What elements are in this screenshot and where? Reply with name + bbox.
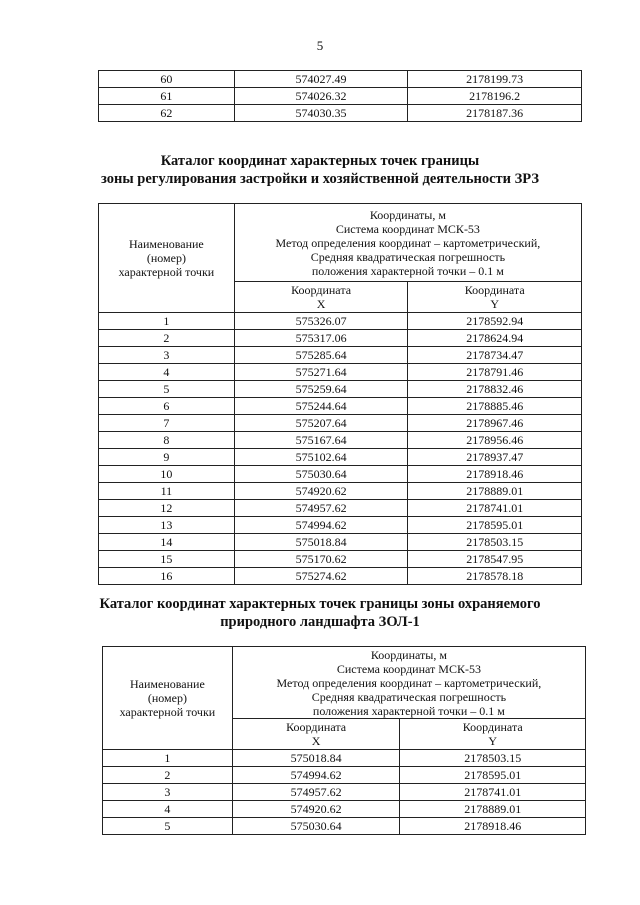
point-number-cell: 16 [99, 568, 235, 585]
coordinate-y-cell: 2178624.94 [408, 330, 582, 347]
coordinates-header-line3: Метод определения координат – картометрический, [275, 235, 541, 250]
coordinate-x-cell: 575259.64 [234, 381, 408, 398]
coordinate-x-cell: 575102.64 [234, 449, 408, 466]
coordinate-x-header-line1: Координата [286, 720, 347, 734]
table-row [99, 88, 582, 105]
table-row [103, 784, 586, 801]
coordinate-x-cell: 574920.62 [232, 801, 400, 818]
coordinate-x-cell: 575271.64 [234, 364, 408, 381]
coordinate-x-cell: 575018.84 [232, 750, 400, 767]
point-name-header-line1: Наименование [129, 237, 204, 251]
point-name-header-line2: (номер) [146, 251, 186, 265]
table-row [99, 398, 582, 415]
point-number-cell: 3 [103, 784, 233, 801]
table-row [99, 330, 582, 347]
coordinate-y-cell: 2178918.46 [400, 818, 586, 835]
coordinate-x-cell: 574027.49 [234, 71, 408, 88]
coordinates-header [234, 204, 581, 282]
coordinate-y-cell: 2178595.01 [408, 517, 582, 534]
coordinates-header [232, 647, 585, 719]
coordinate-x-header-line1: Координата [291, 283, 352, 297]
coordinates-header-line1: Координаты, м [370, 647, 447, 662]
point-number-cell: 10 [99, 466, 235, 483]
zrz-coordinates-table [98, 203, 582, 585]
coordinate-x-cell: 575030.64 [234, 466, 408, 483]
coordinate-x-cell: 575285.64 [234, 347, 408, 364]
table-row [99, 483, 582, 500]
coordinate-x-cell: 574026.32 [234, 88, 408, 105]
coordinate-x-cell: 574920.62 [234, 483, 408, 500]
section2-title-line1: Каталог координат характерных точек границы зоны охраняемого [99, 596, 541, 612]
coordinate-y-cell: 2178187.36 [408, 105, 582, 122]
page-number: 5 [316, 38, 324, 53]
table-row [99, 71, 582, 88]
table-row [99, 347, 582, 364]
point-number-cell: 9 [99, 449, 235, 466]
table-row [99, 105, 582, 122]
coordinate-y-header [400, 719, 586, 750]
table-row [103, 750, 586, 767]
point-number-cell: 3 [99, 347, 235, 364]
point-number-cell: 2 [103, 767, 233, 784]
table-row [99, 449, 582, 466]
section1-title-line2: зоны регулирования застройки и хозяйственной деятельности ЗРЗ [101, 171, 539, 187]
table-row [103, 767, 586, 784]
coordinate-y-header-line1: Координата [462, 720, 523, 734]
table-row [99, 500, 582, 517]
coordinate-y-cell: 2178578.18 [408, 568, 582, 585]
coordinate-x-cell: 575317.06 [234, 330, 408, 347]
top-table-body [99, 71, 582, 122]
coordinate-y-cell: 2178967.46 [408, 415, 582, 432]
point-number-cell: 61 [99, 88, 235, 105]
coordinate-y-cell: 2178503.15 [400, 750, 586, 767]
table-row [103, 801, 586, 818]
coordinate-y-cell: 2178889.01 [400, 801, 586, 818]
table-row [99, 381, 582, 398]
coordinate-x-cell: 575244.64 [234, 398, 408, 415]
coordinate-y-cell: 2178734.47 [408, 347, 582, 364]
table-row [103, 818, 586, 835]
point-number-cell: 62 [99, 105, 235, 122]
coordinate-x-header-line2: X [311, 734, 321, 748]
point-number-cell: 7 [99, 415, 235, 432]
coordinate-y-header-line2: Y [490, 297, 500, 311]
table-row [99, 534, 582, 551]
coordinate-y-cell: 2178741.01 [408, 500, 582, 517]
point-number-cell: 4 [103, 801, 233, 818]
point-number-cell: 12 [99, 500, 235, 517]
top-coordinates-table [98, 70, 582, 122]
coordinate-y-cell: 2178741.01 [400, 784, 586, 801]
coordinates-header-line3: Метод определения координат – картометрический, [276, 675, 542, 690]
zrz-table-body [99, 313, 582, 585]
point-number-cell: 60 [99, 71, 235, 88]
table-row [99, 568, 582, 585]
coordinate-y-header [408, 282, 582, 313]
coordinate-y-cell: 2178889.01 [408, 483, 582, 500]
point-number-cell: 11 [99, 483, 235, 500]
section2-title-line2: природного ландшафта ЗОЛ-1 [220, 614, 420, 630]
table-row [99, 364, 582, 381]
coordinate-y-cell: 2178885.46 [408, 398, 582, 415]
coordinate-y-cell: 2178592.94 [408, 313, 582, 330]
coordinate-x-cell: 574994.62 [234, 517, 408, 534]
table-row [99, 551, 582, 568]
point-number-cell: 13 [99, 517, 235, 534]
zol-table-body [103, 750, 586, 835]
coordinate-y-cell: 2178595.01 [400, 767, 586, 784]
coordinates-header-line4: Средняя квадратическая погрешность [311, 689, 507, 704]
coordinate-y-cell: 2178199.73 [408, 71, 582, 88]
section1-title-line1: Каталог координат характерных точек границы [160, 153, 480, 169]
coordinate-x-cell: 575167.64 [234, 432, 408, 449]
point-name-header-line2: (номер) [147, 691, 187, 705]
table-row [99, 432, 582, 449]
point-number-cell: 5 [103, 818, 233, 835]
coordinates-header-line4: Средняя квадратическая погрешность [310, 249, 506, 264]
coordinate-x-header [232, 719, 400, 750]
coordinates-header-line1: Координаты, м [369, 207, 446, 222]
point-name-header [103, 647, 233, 750]
coordinates-header-line5: положения характерной точки – 0.1 м [312, 703, 505, 718]
coordinate-y-cell: 2178832.46 [408, 381, 582, 398]
coordinate-y-cell: 2178937.47 [408, 449, 582, 466]
coordinates-header-line2: Система координат МСК-53 [336, 661, 481, 676]
table-row [99, 313, 582, 330]
coordinate-y-header-line2: Y [488, 734, 498, 748]
zol-coordinates-table [102, 646, 586, 835]
coordinate-x-cell: 575326.07 [234, 313, 408, 330]
table-row [99, 466, 582, 483]
point-number-cell: 4 [99, 364, 235, 381]
coordinate-y-cell: 2178791.46 [408, 364, 582, 381]
point-number-cell: 2 [99, 330, 235, 347]
point-number-cell: 5 [99, 381, 235, 398]
coordinate-y-cell: 2178196.2 [408, 88, 582, 105]
coordinate-x-cell: 575170.62 [234, 551, 408, 568]
coordinate-y-cell: 2178956.46 [408, 432, 582, 449]
point-number-cell: 1 [103, 750, 233, 767]
point-number-cell: 8 [99, 432, 235, 449]
point-number-cell: 15 [99, 551, 235, 568]
coordinates-header-line5: положения характерной точки – 0.1 м [311, 263, 504, 278]
coordinate-y-cell: 2178918.46 [408, 466, 582, 483]
coordinate-x-cell: 574957.62 [234, 500, 408, 517]
coordinate-x-cell: 575207.64 [234, 415, 408, 432]
coordinate-x-cell: 574030.35 [234, 105, 408, 122]
coordinate-y-cell: 2178503.15 [408, 534, 582, 551]
point-number-cell: 6 [99, 398, 235, 415]
coordinates-header-line2: Система координат МСК-53 [335, 221, 480, 236]
coordinate-x-cell: 575018.84 [234, 534, 408, 551]
point-name-header [99, 204, 235, 313]
coordinate-x-header [234, 282, 408, 313]
point-number-cell: 14 [99, 534, 235, 551]
table-row [99, 517, 582, 534]
coordinate-y-cell: 2178547.95 [408, 551, 582, 568]
coordinate-x-header-line2: X [316, 297, 326, 311]
point-name-header-line1: Наименование [130, 677, 205, 691]
coordinate-x-cell: 575274.62 [234, 568, 408, 585]
table-row [99, 415, 582, 432]
coordinate-y-header-line1: Координата [464, 283, 525, 297]
point-number-cell: 1 [99, 313, 235, 330]
coordinate-x-cell: 574994.62 [232, 767, 400, 784]
coordinate-x-cell: 575030.64 [232, 818, 400, 835]
coordinate-x-cell: 574957.62 [232, 784, 400, 801]
point-name-header-line3: характерной точки [118, 265, 215, 279]
point-name-header-line3: характерной точки [119, 705, 216, 719]
